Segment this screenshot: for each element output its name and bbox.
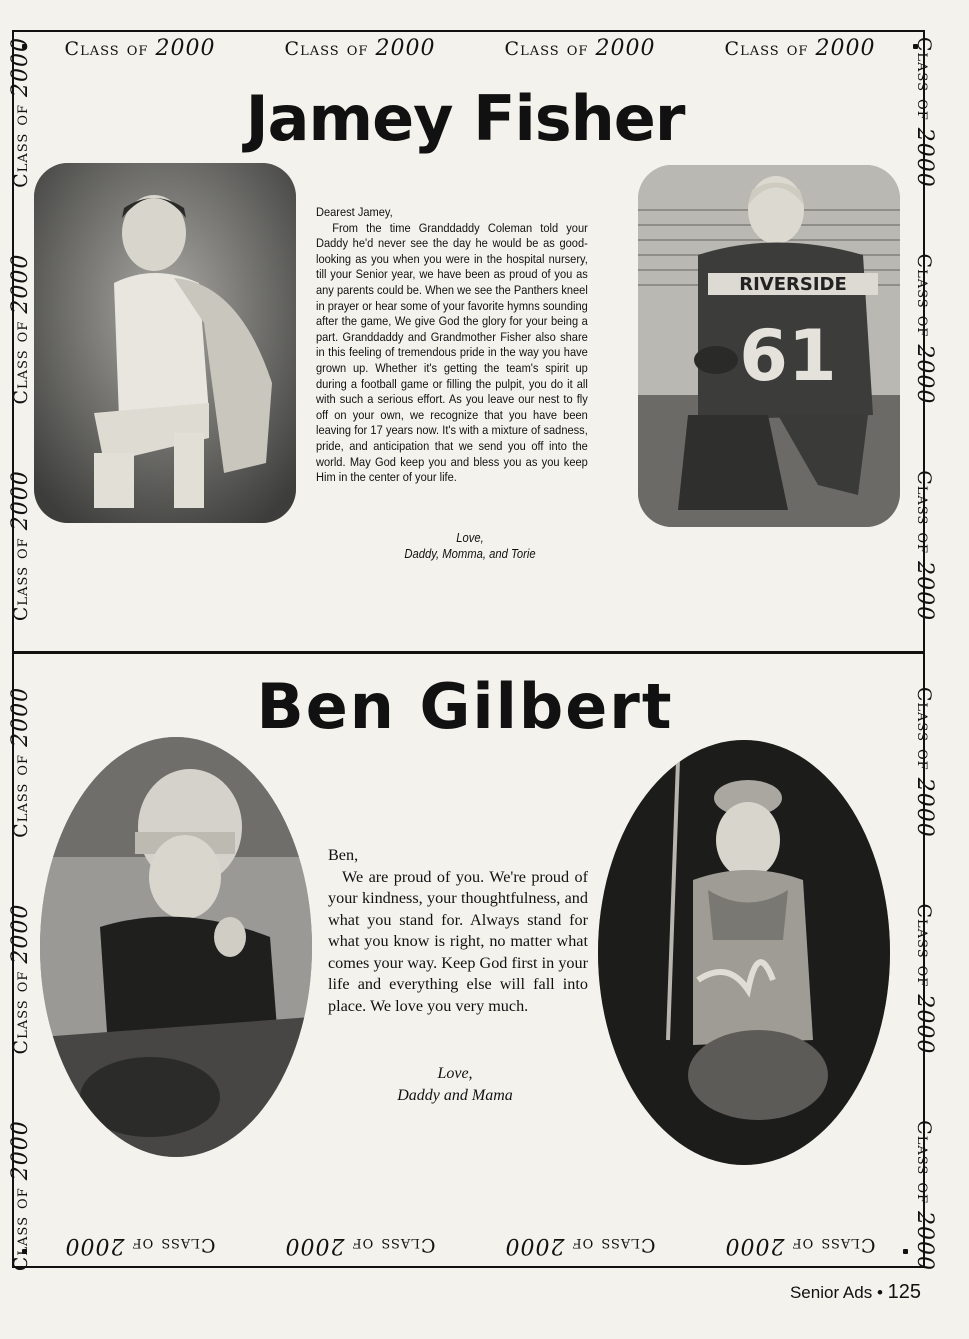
- border-label: [285, 36, 436, 61]
- footer-section: Senior Ads: [789, 1283, 873, 1302]
- closing-1: Love,: [456, 531, 484, 545]
- signature-block-1: [403, 530, 538, 562]
- border-label-word: Class of: [64, 37, 149, 60]
- border-band-top: [30, 34, 910, 62]
- border-label-year: 2000: [724, 1233, 785, 1259]
- border-label: [8, 904, 33, 1055]
- border-label: [8, 470, 33, 621]
- border-label-year: 2000: [912, 127, 938, 188]
- senior-name-2: Ben Gilbert: [256, 670, 674, 743]
- border-label-year: 2000: [912, 561, 938, 622]
- border-label: [285, 1234, 436, 1259]
- border-label-year: 2000: [155, 35, 216, 61]
- senior-photo-1: [638, 165, 900, 527]
- signature-2: Daddy and Mama: [397, 1087, 513, 1104]
- border-label-year: 2000: [595, 35, 656, 61]
- border-label: [8, 687, 33, 838]
- border-label: [505, 1234, 656, 1259]
- signature-block-2: [380, 1063, 530, 1107]
- message-1: [316, 205, 588, 486]
- border-label-year: 2000: [7, 470, 33, 531]
- border-label-word: Class of: [791, 1234, 876, 1257]
- greeting-2: Ben,: [328, 846, 359, 864]
- border-label-word: Class of: [913, 253, 936, 338]
- border-band-left: [6, 4, 34, 1304]
- border-label-word: Class of: [913, 470, 936, 555]
- border-label: [913, 904, 938, 1055]
- border-label-word: Class of: [9, 970, 32, 1055]
- jersey-number: 61: [739, 315, 837, 397]
- section-divider: [12, 651, 925, 654]
- signature-1: Daddy, Momma, and Torie: [404, 547, 536, 561]
- border-label: [913, 470, 938, 621]
- border-label-year: 2000: [912, 344, 938, 405]
- border-label: [725, 36, 876, 61]
- border-label: [725, 1234, 876, 1259]
- message-body-1: From the time Granddaddy Coleman told your Daddy he'd never see the day he would be as good-looking as you when you were in the hospital nursery, till your Senior year, we have been as proud of you as any parents could be. When we see the Panthers kneel in prayer or hear some of your favorite hymns sounding after the game, We give God the glory for your being a part. Granddaddy and Grandmother Fisher also share in this feeling of tremendous pride in the way you have grown up. Whether it's getting the team's spirit up during a football game or filling the pulpit, you do it all with such a serious effort. As you leave our nest to fly off on your own, we recognize that you have been leaving for 17 years now. It's with a mixture of sadness, pride, and anticipation that we send you off into the world. May God keep you and bless you as you keep Him in the center of your life.: [316, 220, 588, 485]
- message-2: [328, 845, 588, 1017]
- border-label-year: 2000: [912, 777, 938, 838]
- border-label: [65, 1234, 216, 1259]
- childhood-photo-2: [40, 737, 312, 1157]
- border-label-word: Class of: [724, 37, 809, 60]
- border-label-word: Class of: [913, 36, 936, 121]
- border-label-word: Class of: [571, 1234, 656, 1257]
- childhood-photo-1: [34, 163, 296, 523]
- border-label-year: 2000: [7, 253, 33, 314]
- border-label-word: Class of: [9, 103, 32, 188]
- border-label: [913, 254, 938, 405]
- border-label-year: 2000: [7, 686, 33, 747]
- jersey-text: RIVERSIDE: [739, 274, 847, 295]
- border-label-year: 2000: [284, 1233, 345, 1259]
- border-label: [913, 37, 938, 188]
- message-body-2: We are proud of you. We're proud of your kindness, your thoughtfulness, and what you stand for. Always stand for what you know is right, no matter what comes your way. Keep God first in your life and everything else will fall into place. We love you very much.: [328, 867, 588, 1015]
- page-footer: [790, 1281, 921, 1304]
- border-label: [913, 687, 938, 838]
- border-label-year: 2000: [7, 903, 33, 964]
- border-label-word: Class of: [131, 1234, 216, 1257]
- border-label-word: Class of: [913, 686, 936, 771]
- border-label: [8, 1120, 33, 1271]
- border-label-word: Class of: [913, 903, 936, 988]
- border-label-year: 2000: [912, 994, 938, 1055]
- border-label-word: Class of: [913, 1120, 936, 1205]
- border-label: [913, 1120, 938, 1271]
- senior-name-1: Jamey Fisher: [245, 82, 685, 155]
- closing-2: Love,: [437, 1065, 473, 1082]
- page-number: 125: [887, 1281, 921, 1303]
- border-label-year: 2000: [7, 1120, 33, 1181]
- footer-bullet: •: [876, 1283, 883, 1302]
- border-label-year: 2000: [375, 35, 436, 61]
- border-label-word: Class of: [9, 320, 32, 405]
- border-label: [8, 254, 33, 405]
- border-label-year: 2000: [815, 35, 876, 61]
- border-label: [65, 36, 216, 61]
- border-band-bottom: [30, 1232, 910, 1260]
- border-label-word: Class of: [9, 753, 32, 838]
- border-label-word: Class of: [9, 537, 32, 622]
- border-label-word: Class of: [504, 37, 589, 60]
- border-band-right: [911, 4, 939, 1304]
- border-label-word: Class of: [351, 1234, 436, 1257]
- border-label: [8, 37, 33, 188]
- border-label-word: Class of: [9, 1187, 32, 1272]
- border-label: [505, 36, 656, 61]
- border-label-year: 2000: [912, 1211, 938, 1272]
- border-label-year: 2000: [7, 36, 33, 97]
- border-label-year: 2000: [64, 1233, 125, 1259]
- border-label-word: Class of: [284, 37, 369, 60]
- border-label-year: 2000: [504, 1233, 565, 1259]
- greeting-1: Dearest Jamey,: [316, 205, 393, 219]
- senior-photo-2: [598, 740, 890, 1165]
